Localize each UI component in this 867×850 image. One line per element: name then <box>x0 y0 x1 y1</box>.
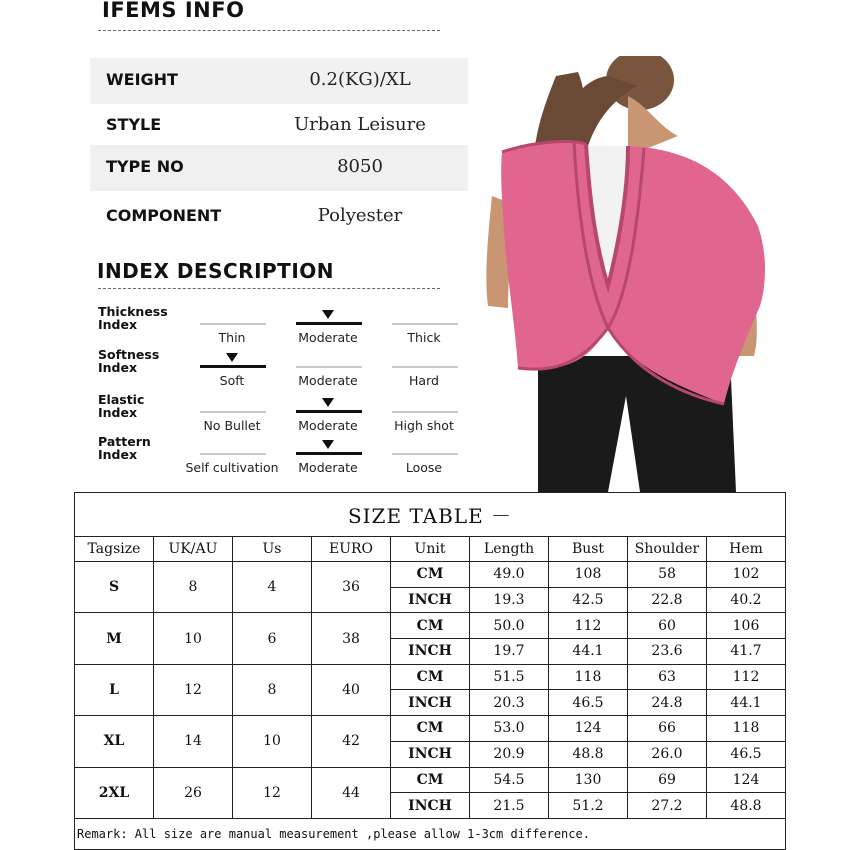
items-info-divider <box>98 30 440 31</box>
size-table-header-cell: Length <box>470 537 549 562</box>
measure-cell: 112 <box>707 664 786 690</box>
size-cell-euro: 38 <box>312 613 391 664</box>
index-option <box>384 393 472 437</box>
measure-cell: 69 <box>628 767 707 793</box>
index-row <box>96 435 476 479</box>
index-option <box>192 393 280 437</box>
measure-cell: 20.9 <box>470 741 549 767</box>
index-option-label: Self cultivation <box>185 460 279 475</box>
index-option <box>185 435 280 479</box>
index-scale-line <box>200 365 266 368</box>
measure-cell: 54.5 <box>470 767 549 793</box>
index-label-line: Index <box>98 317 138 332</box>
measure-cell: 106 <box>707 613 786 639</box>
info-label: COMPONENT <box>106 206 222 225</box>
info-value: 0.2(KG)/XL <box>309 69 411 90</box>
unit-cell: INCH <box>391 587 470 613</box>
table-row <box>75 664 786 690</box>
model-illustration <box>478 56 782 492</box>
table-row <box>75 613 786 639</box>
size-cell-uk: 14 <box>154 716 233 767</box>
measure-cell: 130 <box>549 767 628 793</box>
measure-cell: 51.2 <box>549 793 628 819</box>
selected-marker-icon <box>322 440 334 449</box>
index-option-label: Moderate <box>298 418 358 433</box>
measure-cell: 46.5 <box>707 741 786 767</box>
info-value: Polyester <box>317 205 403 226</box>
index-label <box>98 393 144 419</box>
index-label <box>98 305 168 331</box>
index-scale-line <box>296 322 362 325</box>
size-cell-us: 10 <box>233 716 312 767</box>
index-description-title: INDEX DESCRIPTION <box>97 259 334 283</box>
info-value: Urban Leisure <box>294 114 426 135</box>
info-value: 8050 <box>337 156 383 177</box>
size-table <box>74 492 786 850</box>
size-cell-us: 4 <box>233 562 312 613</box>
measure-cell: 19.3 <box>470 587 549 613</box>
size-table-header-cell: Unit <box>391 537 470 562</box>
index-option-label: No Bullet <box>203 418 261 433</box>
index-scale-line <box>296 366 362 368</box>
index-option-label: Moderate <box>298 373 358 388</box>
index-option <box>288 348 376 392</box>
index-option <box>288 393 376 437</box>
table-row <box>75 767 786 793</box>
measure-cell: 46.5 <box>549 690 628 716</box>
size-table-header-cell: Shoulder <box>628 537 707 562</box>
index-label <box>98 348 159 374</box>
measure-cell: 124 <box>707 767 786 793</box>
size-cell-euro: 36 <box>312 562 391 613</box>
index-option-label: Loose <box>405 460 443 475</box>
index-label-line: Softness <box>98 347 160 362</box>
measure-cell: 40.2 <box>707 587 786 613</box>
index-label-line: Index <box>98 405 138 420</box>
measure-cell: 21.5 <box>470 793 549 819</box>
selected-marker-icon <box>322 310 334 319</box>
size-cell-uk: 12 <box>154 664 233 715</box>
measure-cell: 41.7 <box>707 639 786 665</box>
index-scale-line <box>392 366 458 368</box>
size-cell-euro: 44 <box>312 767 391 818</box>
index-scale-line <box>200 411 266 413</box>
size-cell-tag: XL <box>75 716 154 767</box>
index-scale-line <box>200 453 266 455</box>
size-cell-tag: M <box>75 613 154 664</box>
index-scale-line <box>296 410 362 413</box>
size-cell-uk: 26 <box>154 767 233 818</box>
size-cell-euro: 42 <box>312 716 391 767</box>
measure-cell: 118 <box>707 716 786 742</box>
index-option-label: High shot <box>394 418 454 433</box>
measure-cell: 26.0 <box>628 741 707 767</box>
index-option-label: Soft <box>219 373 245 388</box>
info-label: TYPE NO <box>106 157 184 176</box>
measure-cell: 24.8 <box>628 690 707 716</box>
measure-cell: 53.0 <box>470 716 549 742</box>
table-row <box>75 716 786 742</box>
index-scale-line <box>296 452 362 455</box>
size-table-header-cell: Hem <box>707 537 786 562</box>
info-row-type-no <box>90 145 468 191</box>
index-label-line: Thickness <box>98 304 168 319</box>
index-row <box>96 348 476 392</box>
size-table-header-cell: UK/AU <box>154 537 233 562</box>
unit-cell: CM <box>391 767 470 793</box>
size-table-title: SIZE TABLE － <box>75 493 786 537</box>
measure-cell: 50.0 <box>470 613 549 639</box>
size-table-header-cell: Us <box>233 537 312 562</box>
unit-cell: INCH <box>391 690 470 716</box>
measure-cell: 27.2 <box>628 793 707 819</box>
info-row-style <box>90 103 468 149</box>
size-cell-tag: S <box>75 562 154 613</box>
size-table-header-cell: EURO <box>312 537 391 562</box>
measure-cell: 58 <box>628 562 707 588</box>
index-option-label: Moderate <box>298 460 358 475</box>
size-cell-tag: L <box>75 664 154 715</box>
measure-cell: 60 <box>628 613 707 639</box>
size-cell-us: 12 <box>233 767 312 818</box>
index-option <box>384 435 472 479</box>
measure-cell: 66 <box>628 716 707 742</box>
unit-cell: CM <box>391 716 470 742</box>
size-table-header-cell: Tagsize <box>75 537 154 562</box>
measure-cell: 44.1 <box>707 690 786 716</box>
index-option <box>288 435 376 479</box>
index-description-divider <box>98 288 440 289</box>
index-option <box>288 305 376 349</box>
measure-cell: 124 <box>549 716 628 742</box>
index-row <box>96 305 476 349</box>
remark-row <box>75 818 786 849</box>
index-label-line: Elastic <box>98 392 145 407</box>
size-cell-us: 6 <box>233 613 312 664</box>
size-table-header-cell: Bust <box>549 537 628 562</box>
index-scale-line <box>200 323 266 325</box>
index-option-label: Thick <box>407 330 441 345</box>
measure-cell: 49.0 <box>470 562 549 588</box>
index-option-label: Moderate <box>298 330 358 345</box>
index-option <box>384 348 472 392</box>
measure-cell: 102 <box>707 562 786 588</box>
index-label-line: Pattern <box>98 434 151 449</box>
size-cell-uk: 10 <box>154 613 233 664</box>
unit-cell: CM <box>391 613 470 639</box>
index-option <box>192 348 280 392</box>
measure-cell: 63 <box>628 664 707 690</box>
unit-cell: INCH <box>391 639 470 665</box>
remark-text: Remark: All size are manual measurement ,please allow 1-3cm difference. <box>75 818 786 849</box>
measure-cell: 48.8 <box>549 741 628 767</box>
size-cell-us: 8 <box>233 664 312 715</box>
index-option <box>192 305 280 349</box>
items-info-title: IFEMS INFO <box>102 0 245 22</box>
index-option <box>384 305 472 349</box>
index-label-line: Index <box>98 360 138 375</box>
measure-cell: 118 <box>549 664 628 690</box>
table-row <box>75 562 786 588</box>
measure-cell: 48.8 <box>707 793 786 819</box>
index-option-label: Hard <box>409 373 439 388</box>
info-row-component <box>90 194 468 240</box>
size-cell-uk: 8 <box>154 562 233 613</box>
size-cell-tag: 2XL <box>75 767 154 818</box>
index-scale-line <box>392 453 458 455</box>
size-table-header-row <box>75 537 786 562</box>
unit-cell: CM <box>391 664 470 690</box>
info-label: WEIGHT <box>106 70 178 89</box>
selected-marker-icon <box>322 398 334 407</box>
measure-cell: 108 <box>549 562 628 588</box>
product-photo <box>478 56 782 492</box>
index-label-line: Index <box>98 447 138 462</box>
info-row-weight <box>90 58 468 104</box>
unit-cell: CM <box>391 562 470 588</box>
measure-cell: 19.7 <box>470 639 549 665</box>
measure-cell: 112 <box>549 613 628 639</box>
index-option-label: Thin <box>218 330 246 345</box>
index-label <box>98 435 151 461</box>
selected-marker-icon <box>226 353 238 362</box>
measure-cell: 44.1 <box>549 639 628 665</box>
measure-cell: 42.5 <box>549 587 628 613</box>
size-cell-euro: 40 <box>312 664 391 715</box>
index-scale-line <box>392 411 458 413</box>
measure-cell: 23.6 <box>628 639 707 665</box>
index-row <box>96 393 476 437</box>
unit-cell: INCH <box>391 793 470 819</box>
measure-cell: 20.3 <box>470 690 549 716</box>
index-scale-line <box>392 323 458 325</box>
measure-cell: 51.5 <box>470 664 549 690</box>
measure-cell: 22.8 <box>628 587 707 613</box>
info-label: STYLE <box>106 115 162 134</box>
unit-cell: INCH <box>391 741 470 767</box>
